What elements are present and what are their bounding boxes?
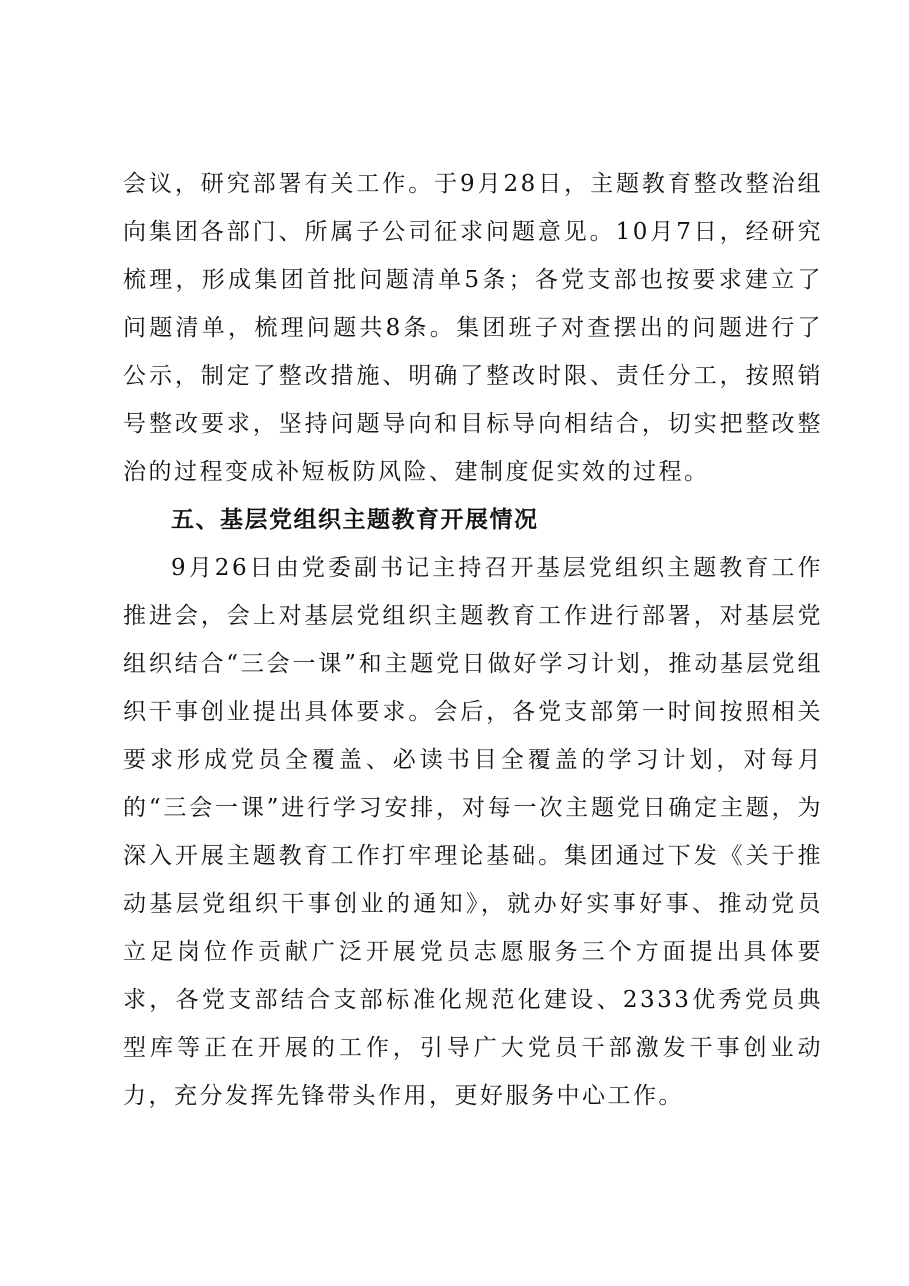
body-paragraph-continued: 会议，研究部署有关工作。于9月28日，主题教育整改整治组向集团各部门、所属子公司征求问题意见。10月7日，经研究梳理，形成集团首批问题清单5条；各党支部也按要求建立了问题清单，梳理问题共8条。集团班子对查摆出的问题进行了公示，制定了整改措施、明确了整改时限、责任分工，按照销号整改要求，坚持问题导向和目标导向相结合，切实把整改整治的过程变成补短板防风险、建制度促实效的过程。 — [123, 171, 823, 485]
body-paragraph: 9月26日由党委副书记主持召开基层党组织主题教育工作推进会，会上对基层党组织主题教育工作进行部署，对基层党组织结合“三会一课”和主题党日做好学习计划，推动基层党组织干事创业提出具体要求。会后，各党支部第一时间按照相关要求形成党员全覆盖、必读书目全覆盖的学习计划，对每月的“三会一课”进行学习安排，对每一次主题党日确定主题，为深入开展主题教育工作打牢理论基础。集团通过下发《关于推动基层党组织干事创业的通知》，就办好实事好事、推动党员立足岗位作贡献广泛开展党员志愿服务三个方面提出具体要求，各党支部结合支部标准化规范化建设、2333优秀党员典型库等正在开展的工作，引导广大党员干部激发干事创业动力，充分发挥先锋带头作用，更好服务中心工作。 — [123, 555, 823, 1109]
section-heading: 五、基层党组织主题教育开展情况 — [171, 507, 539, 533]
document-body — [123, 160, 823, 1120]
